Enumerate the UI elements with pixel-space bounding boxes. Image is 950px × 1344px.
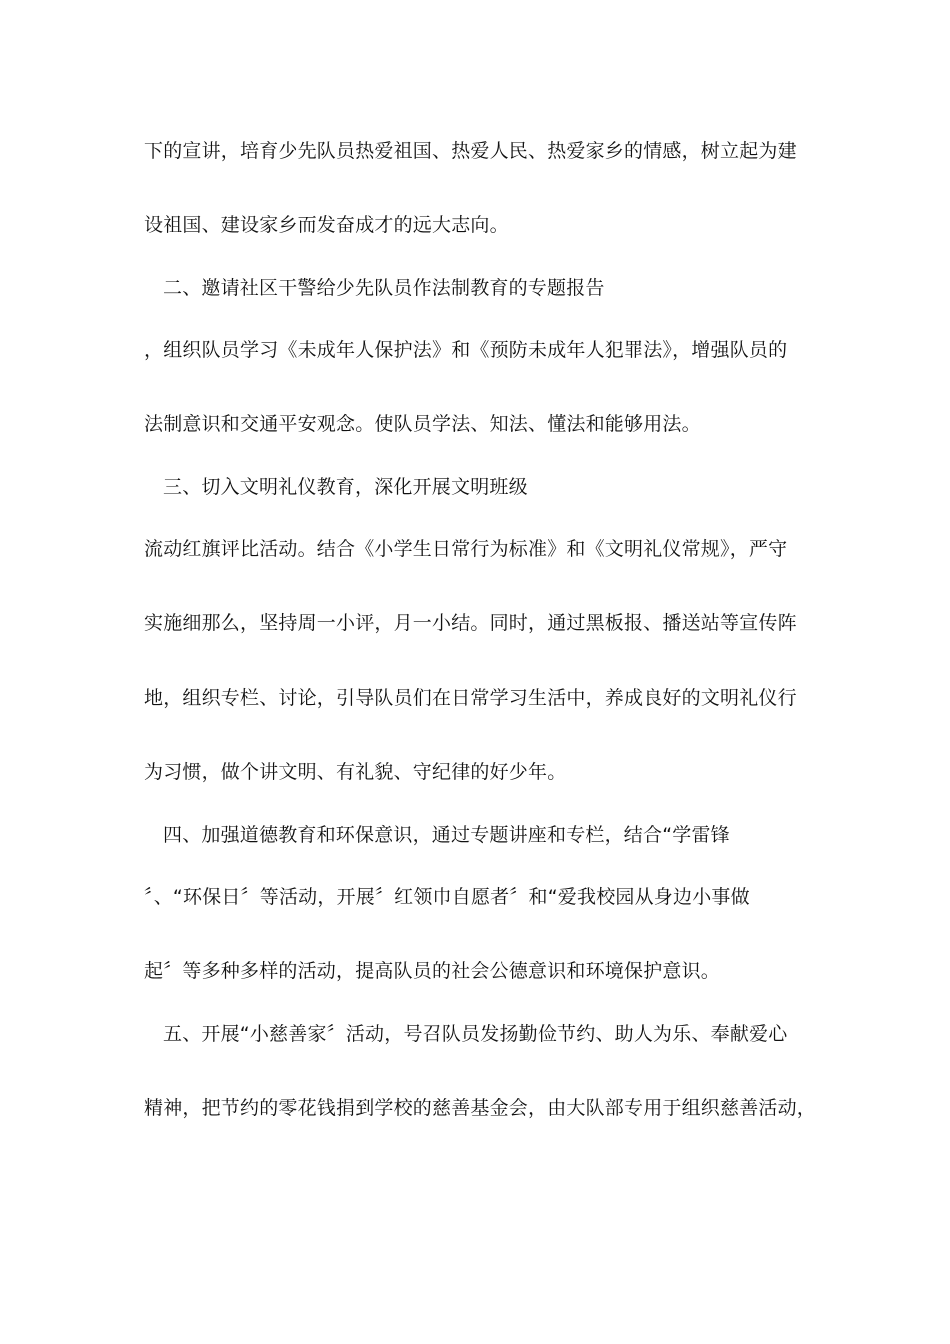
paragraph-line: 下的宣讲，培育少先队员热爱祖国、热爱人民、热爱家乡的情感，树立起为建 <box>144 140 797 162</box>
paragraph-line: 流动红旗评比活动。结合《小学生日常行为标准》和《文明礼仪常规》，严守 <box>144 538 788 560</box>
paragraph-line: 地，组织专栏、讨论，引导队员们在日常学习生活中，养成良好的文明礼仪行 <box>144 687 797 709</box>
paragraph-line: ，组织队员学习《未成年人保护法》和《预防未成年人犯罪法》，增强队员的 <box>144 339 788 361</box>
section-heading-5: 五、开展“小慈善家〞活动，号召队员发扬勤俭节约、助人为乐、奉献爱心 <box>163 1023 788 1045</box>
paragraph-line: 精神，把节约的零花钱捐到学校的慈善基金会，由大队部专用于组织慈善活动， <box>144 1097 817 1119</box>
paragraph-line: 实施细那么，坚持周一小评，月一小结。同时，通过黑板报、播送站等宣传阵 <box>144 612 797 634</box>
section-heading-3: 三、切入文明礼仪教育，深化开展文明班级 <box>163 476 528 498</box>
paragraph-line: 法制意识和交通平安观念。使队员学法、知法、懂法和能够用法。 <box>144 413 701 435</box>
section-heading-4: 四、加强道德教育和环保意识，通过专题讲座和专栏，结合“学雷锋 <box>163 824 730 846</box>
section-heading-2: 二、邀请社区干警给少先队员作法制教育的专题报告 <box>163 277 605 299</box>
paragraph-line: 为习惯，做个讲文明、有礼貌、守纪律的好少年。 <box>144 761 567 783</box>
paragraph-line: 起〞等多种多样的活动，提高队员的社会公德意识和环境保护意识。 <box>144 960 721 982</box>
paragraph-line: 设祖国、建设家乡而发奋成才的远大志向。 <box>144 214 509 236</box>
paragraph-line: 〞、“环保日〞等活动，开展〞红领巾自愿者〞和“爱我校园从身边小事做 <box>144 886 750 908</box>
